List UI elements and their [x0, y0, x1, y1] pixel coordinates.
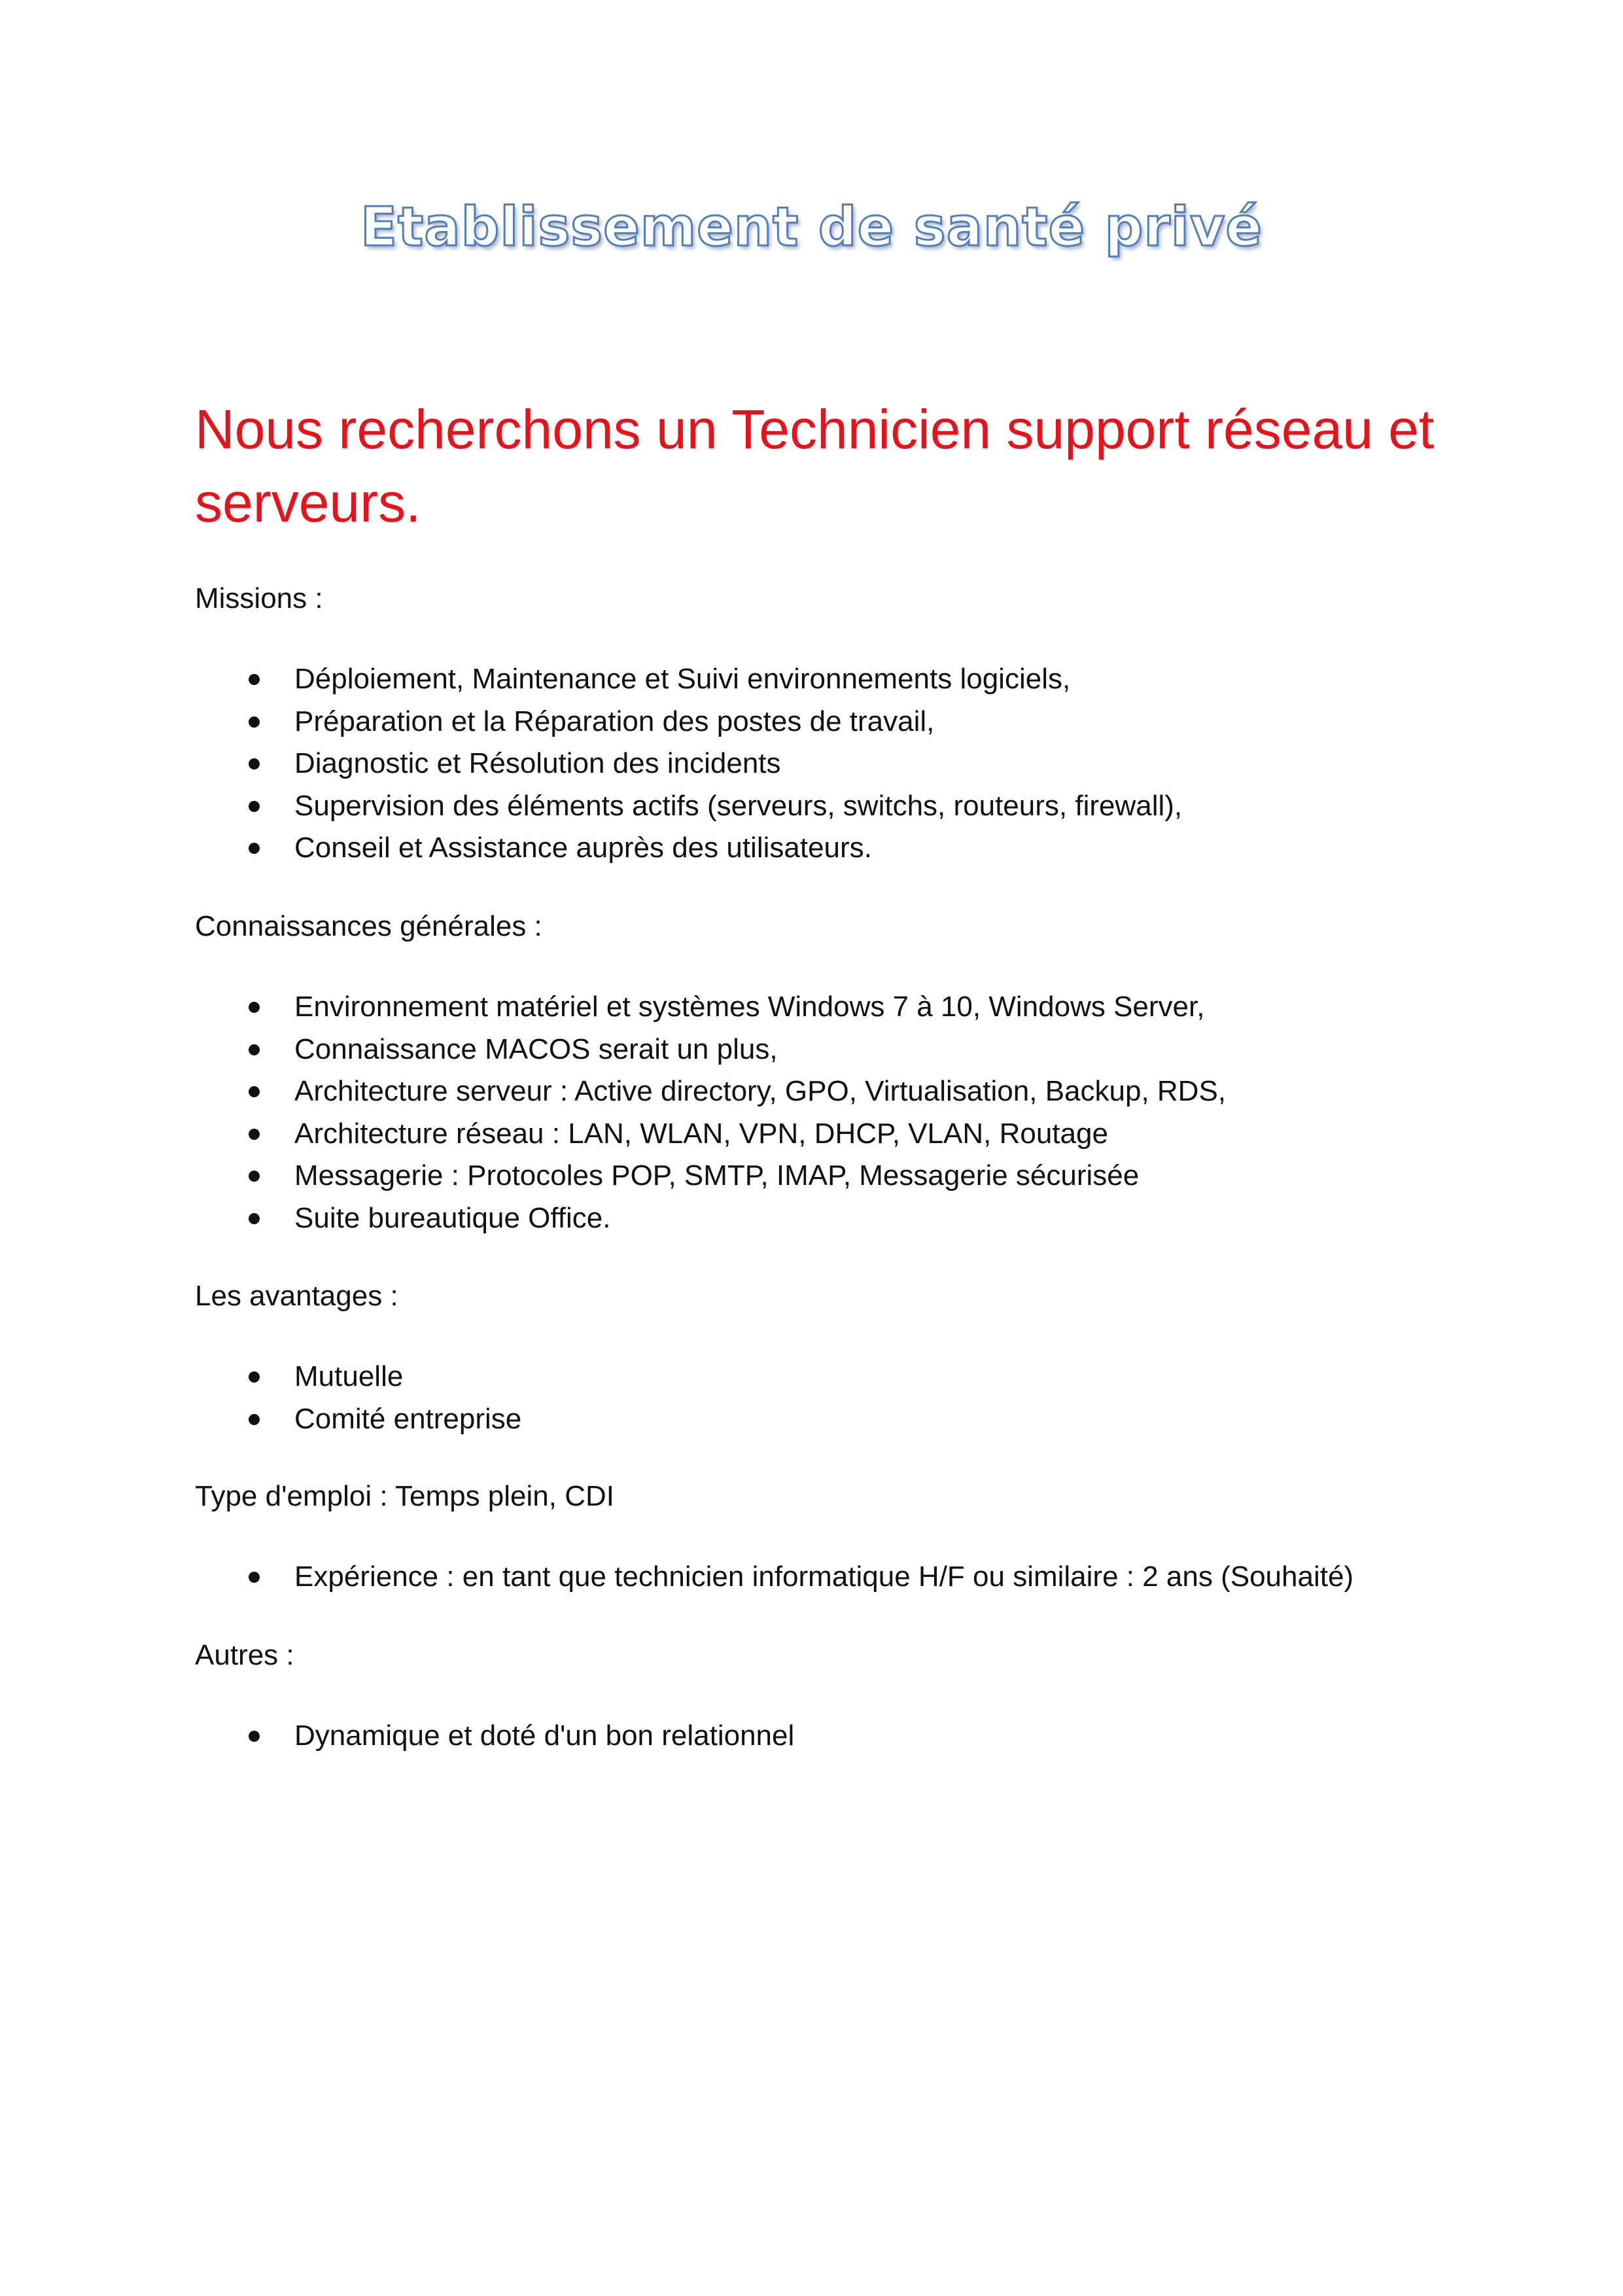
- list-item: Comité entreprise: [195, 1398, 1503, 1441]
- company-title: Etablissement de santé privé: [360, 196, 1263, 258]
- connaissances-list: [195, 986, 1503, 1239]
- autres-list: [195, 1715, 1503, 1757]
- missions-label: Missions :: [195, 582, 323, 614]
- bullet-icon: [249, 843, 260, 854]
- bullet-icon: [249, 1572, 260, 1583]
- list-item: Conseil et Assistance auprès des utilisateurs.: [195, 827, 1503, 870]
- avantages-list: [195, 1356, 1503, 1440]
- bullet-icon: [249, 1371, 260, 1383]
- bullet-icon: [249, 1171, 260, 1182]
- experience-list: [195, 1556, 1503, 1598]
- job-headline: Nous recherchons un Technicien support réseau et serveurs.: [195, 398, 1435, 533]
- bullet-icon: [249, 1213, 260, 1224]
- list-item: Diagnostic et Résolution des incidents: [195, 743, 1503, 785]
- bullet-icon: [249, 1044, 260, 1055]
- list-item: Architecture réseau : LAN, WLAN, VPN, DHCP, VLAN, Routage: [195, 1113, 1503, 1156]
- list-item: Architecture serveur : Active directory, GPO, Virtualisation, Backup, RDS,: [195, 1070, 1503, 1113]
- list-item: Mutuelle: [195, 1356, 1503, 1398]
- bullet-icon: [249, 1086, 260, 1097]
- list-item: Expérience : en tant que technicien informatique H/F ou similaire : 2 ans (Souhaité): [195, 1556, 1503, 1598]
- list-item: Messagerie : Protocoles POP, SMTP, IMAP, Messagerie sécurisée: [195, 1155, 1503, 1197]
- list-item: Déploiement, Maintenance et Suivi environnements logiciels,: [195, 658, 1503, 701]
- bullet-icon: [249, 1731, 260, 1742]
- list-item: Connaissance MACOS serait un plus,: [195, 1029, 1503, 1071]
- list-item: Supervision des éléments actifs (serveurs, switchs, routeurs, firewall),: [195, 785, 1503, 828]
- missions-list: [195, 658, 1503, 870]
- list-item: Suite bureautique Office.: [195, 1197, 1503, 1240]
- list-item: Environnement matériel et systèmes Windows 7 à 10, Windows Server,: [195, 986, 1503, 1029]
- bullet-icon: [249, 1002, 260, 1013]
- bullet-icon: [249, 801, 260, 812]
- list-item: Préparation et la Réparation des postes de travail,: [195, 701, 1503, 743]
- bullet-icon: [249, 1129, 260, 1140]
- connaissances-label: Connaissances générales :: [195, 910, 542, 942]
- autres-label: Autres :: [195, 1639, 294, 1671]
- type-emploi-label: Type d'emploi : Temps plein, CDI: [195, 1480, 614, 1512]
- avantages-label: Les avantages :: [195, 1280, 398, 1312]
- bullet-icon: [249, 716, 260, 728]
- bullet-icon: [249, 758, 260, 769]
- bullet-icon: [249, 674, 260, 685]
- bullet-icon: [249, 1414, 260, 1425]
- list-item: Dynamique et doté d'un bon relationnel: [195, 1715, 1503, 1757]
